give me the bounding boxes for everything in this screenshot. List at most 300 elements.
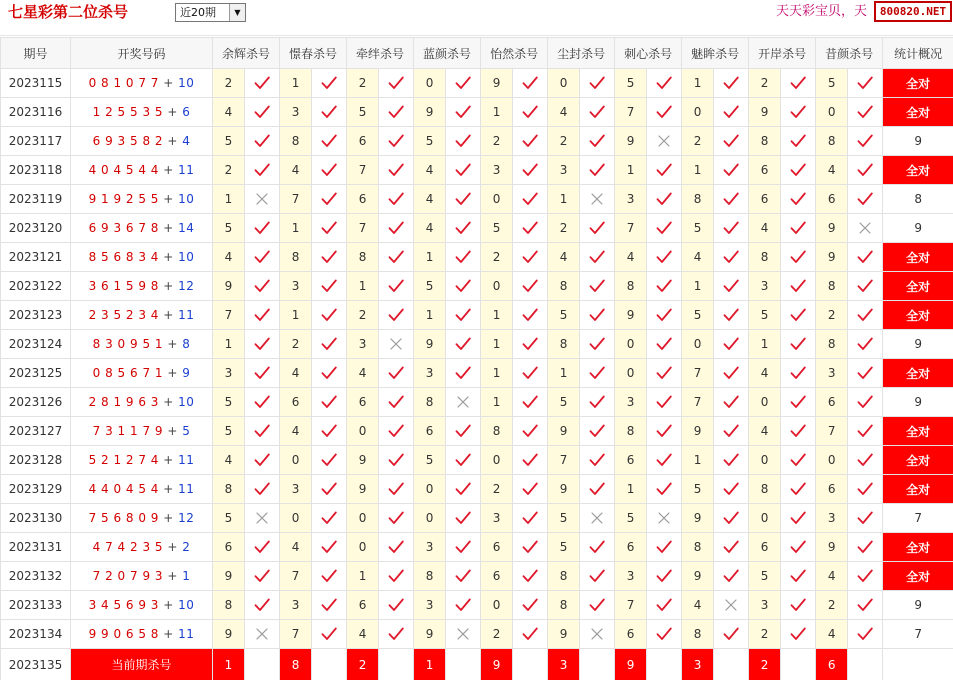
draw-numbers (71, 156, 213, 185)
hit-mark (848, 388, 883, 417)
draw-plus-sign: + (158, 395, 179, 409)
draw-numbers (71, 417, 213, 446)
kill-number: 6 (615, 533, 647, 562)
issue-number: 2023124 (1, 330, 71, 359)
all-correct-badge: 全对 (906, 163, 931, 178)
kill-number: 3 (280, 591, 312, 620)
kill-number: 8 (615, 417, 647, 446)
hit-mark (848, 417, 883, 446)
hit-mark (714, 562, 749, 591)
kill-number: 8 (749, 475, 781, 504)
check-icon (723, 568, 739, 584)
check-icon (656, 626, 672, 642)
hit-mark (245, 330, 280, 359)
hit-mark (245, 533, 280, 562)
check-icon (790, 162, 806, 178)
kill-number: 8 (749, 127, 781, 156)
col-header-expert: 刺心杀号 (615, 38, 682, 69)
hit-mark (513, 591, 548, 620)
kill-number: 9 (749, 98, 781, 127)
check-icon (723, 278, 739, 294)
check-icon (388, 220, 404, 236)
kill-number: 8 (548, 562, 580, 591)
check-icon (455, 220, 471, 236)
hit-mark (513, 243, 548, 272)
check-icon (790, 307, 806, 323)
hit-mark (647, 156, 682, 185)
draw-numbers (71, 301, 213, 330)
check-icon (522, 510, 538, 526)
kill-number: 5 (749, 562, 781, 591)
draw-special-number: 11 (178, 627, 195, 641)
draw-numbers (71, 272, 213, 301)
check-icon (254, 452, 270, 468)
period-select-value: 近20期 (180, 6, 216, 19)
check-icon (254, 75, 270, 91)
kill-number: 2 (280, 330, 312, 359)
empty-cell (245, 649, 280, 680)
summary-cell (883, 243, 953, 272)
draw-plus-sign: + (158, 482, 179, 496)
hit-mark (647, 272, 682, 301)
check-icon (723, 336, 739, 352)
cross-icon (455, 394, 471, 410)
miss-mark (446, 388, 481, 417)
check-icon (388, 626, 404, 642)
hit-mark (714, 69, 749, 98)
hit-mark (245, 562, 280, 591)
hit-mark (714, 533, 749, 562)
site-badge[interactable]: 800820.NET (874, 1, 952, 22)
check-icon (455, 423, 471, 439)
kill-number: 7 (615, 214, 647, 243)
kill-number: 5 (548, 504, 580, 533)
current-kill-number: 6 (816, 649, 848, 680)
check-icon (455, 162, 471, 178)
kill-number: 8 (682, 533, 714, 562)
kill-number: 8 (548, 330, 580, 359)
kill-number: 1 (414, 301, 446, 330)
check-icon (254, 597, 270, 613)
hit-mark (781, 330, 816, 359)
kill-number: 5 (213, 504, 245, 533)
draw-special-number: 12 (178, 511, 195, 525)
hit-mark (446, 417, 481, 446)
kill-number: 0 (481, 185, 513, 214)
hit-mark (513, 156, 548, 185)
hit-mark (647, 243, 682, 272)
kill-number: 2 (481, 127, 513, 156)
hit-mark (848, 359, 883, 388)
draw-plus-sign: + (163, 337, 183, 351)
hit-mark (446, 359, 481, 388)
check-icon (857, 626, 873, 642)
hit-mark (513, 127, 548, 156)
kill-number: 3 (615, 185, 647, 214)
kill-number: 4 (414, 214, 446, 243)
kill-number: 4 (682, 591, 714, 620)
check-icon (656, 191, 672, 207)
hit-mark (312, 591, 347, 620)
all-correct-badge: 全对 (906, 540, 931, 555)
check-icon (321, 220, 337, 236)
kill-number: 4 (347, 620, 379, 649)
hit-mark (714, 388, 749, 417)
hit-mark (312, 533, 347, 562)
hit-mark (312, 214, 347, 243)
issue-number: 2023117 (1, 127, 71, 156)
check-icon (790, 133, 806, 149)
hit-mark (379, 127, 414, 156)
check-icon (790, 481, 806, 497)
check-icon (723, 510, 739, 526)
issue-number: 2023118 (1, 156, 71, 185)
check-icon (321, 539, 337, 555)
check-icon (321, 249, 337, 265)
draw-numbers (71, 359, 213, 388)
draw-plus-sign: + (158, 221, 179, 235)
current-period-row (1, 649, 953, 680)
check-icon (522, 75, 538, 91)
hit-mark (781, 301, 816, 330)
check-icon (254, 336, 270, 352)
check-icon (723, 452, 739, 468)
kill-number: 2 (481, 475, 513, 504)
kill-number: 9 (347, 446, 379, 475)
check-icon (321, 510, 337, 526)
correct-count: 9 (914, 221, 922, 235)
check-icon (790, 191, 806, 207)
kill-number: 6 (481, 562, 513, 591)
hit-mark (714, 504, 749, 533)
hit-mark (446, 127, 481, 156)
check-icon (857, 133, 873, 149)
kill-number: 6 (347, 591, 379, 620)
draw-special-number: 11 (178, 308, 195, 322)
check-icon (857, 597, 873, 613)
marquee-text[interactable]: 天天彩宝贝，天 (776, 4, 868, 19)
check-icon (589, 104, 605, 120)
correct-count: 7 (914, 511, 922, 525)
check-icon (455, 307, 471, 323)
check-icon (656, 539, 672, 555)
kill-number: 4 (548, 243, 580, 272)
kill-number: 3 (414, 359, 446, 388)
kill-number: 5 (213, 388, 245, 417)
kill-number: 7 (682, 388, 714, 417)
table-row (1, 214, 953, 243)
check-icon (857, 365, 873, 381)
check-icon (589, 481, 605, 497)
check-icon (857, 481, 873, 497)
col-header-expert: 开岸杀号 (749, 38, 816, 69)
draw-main-numbers: 8 5 6 8 3 4 (88, 250, 159, 264)
kill-number: 3 (481, 156, 513, 185)
kill-number: 3 (347, 330, 379, 359)
draw-plus-sign: + (163, 424, 183, 438)
kill-number: 4 (548, 98, 580, 127)
check-icon (254, 162, 270, 178)
kill-number: 0 (816, 446, 848, 475)
hit-mark (312, 562, 347, 591)
current-kill-label: 当前期杀号 (71, 649, 213, 680)
kill-number: 4 (280, 417, 312, 446)
kill-number: 8 (481, 417, 513, 446)
summary-cell (883, 504, 953, 533)
kill-number: 4 (213, 243, 245, 272)
hit-mark (245, 69, 280, 98)
miss-mark (580, 620, 615, 649)
miss-mark (245, 504, 280, 533)
hit-mark (848, 446, 883, 475)
hit-mark (848, 156, 883, 185)
hit-mark (781, 562, 816, 591)
hit-mark (714, 301, 749, 330)
kill-number: 0 (347, 504, 379, 533)
hit-mark (513, 620, 548, 649)
check-icon (254, 365, 270, 381)
miss-mark (714, 591, 749, 620)
check-icon (857, 539, 873, 555)
check-icon (254, 104, 270, 120)
kill-number: 5 (615, 69, 647, 98)
hit-mark (379, 388, 414, 417)
draw-special-number: 4 (182, 134, 191, 148)
hit-mark (312, 446, 347, 475)
hit-mark (446, 98, 481, 127)
issue-number: 2023126 (1, 388, 71, 417)
draw-numbers (71, 533, 213, 562)
draw-numbers (71, 214, 213, 243)
kill-number: 6 (615, 620, 647, 649)
check-icon (455, 75, 471, 91)
check-icon (656, 162, 672, 178)
kill-number: 5 (749, 301, 781, 330)
check-icon (455, 539, 471, 555)
hit-mark (379, 156, 414, 185)
check-icon (455, 568, 471, 584)
kill-number: 1 (481, 301, 513, 330)
kill-number: 2 (347, 301, 379, 330)
check-icon (522, 104, 538, 120)
cross-icon (455, 626, 471, 642)
table-row (1, 185, 953, 214)
kill-number: 8 (213, 591, 245, 620)
hit-mark (312, 301, 347, 330)
check-icon (790, 365, 806, 381)
kill-number: 1 (481, 359, 513, 388)
kill-number: 3 (280, 272, 312, 301)
hit-mark (379, 243, 414, 272)
hit-mark (647, 98, 682, 127)
kill-number: 2 (213, 156, 245, 185)
chevron-down-icon[interactable]: ▼ (229, 4, 245, 21)
check-icon (790, 278, 806, 294)
kill-number: 3 (749, 591, 781, 620)
all-correct-badge: 全对 (906, 453, 931, 468)
hit-mark (312, 156, 347, 185)
summary-cell (883, 156, 953, 185)
col-header-issue: 期号 (1, 38, 71, 69)
hit-mark (647, 359, 682, 388)
check-icon (522, 336, 538, 352)
hit-mark (848, 562, 883, 591)
hit-mark (714, 156, 749, 185)
miss-mark (379, 330, 414, 359)
hit-mark (647, 562, 682, 591)
hit-mark (580, 446, 615, 475)
check-icon (321, 307, 337, 323)
issue-number: 2023123 (1, 301, 71, 330)
check-icon (522, 597, 538, 613)
hit-mark (379, 591, 414, 620)
check-icon (790, 452, 806, 468)
hit-mark (446, 330, 481, 359)
check-icon (589, 336, 605, 352)
kill-number: 9 (682, 417, 714, 446)
hit-mark (580, 591, 615, 620)
hit-mark (312, 127, 347, 156)
table-row (1, 475, 953, 504)
check-icon (522, 133, 538, 149)
hit-mark (446, 533, 481, 562)
check-icon (790, 394, 806, 410)
kill-number: 8 (615, 272, 647, 301)
kill-number: 2 (481, 243, 513, 272)
check-icon (522, 626, 538, 642)
draw-plus-sign: + (158, 598, 179, 612)
kill-number: 6 (213, 533, 245, 562)
hit-mark (714, 330, 749, 359)
draw-main-numbers: 1 2 5 5 3 5 (92, 105, 164, 119)
hit-mark (848, 272, 883, 301)
hit-mark (245, 127, 280, 156)
cross-icon (254, 626, 270, 642)
table-row (1, 156, 953, 185)
draw-main-numbers: 6 9 3 5 8 2 (92, 134, 164, 148)
hit-mark (647, 214, 682, 243)
check-icon (321, 452, 337, 468)
kill-number: 4 (816, 156, 848, 185)
check-icon (455, 133, 471, 149)
kill-number: 1 (414, 243, 446, 272)
hit-mark (580, 98, 615, 127)
hit-mark (446, 243, 481, 272)
check-icon (522, 365, 538, 381)
col-header-expert: 尘封杀号 (548, 38, 615, 69)
kill-number: 9 (414, 620, 446, 649)
issue-number: 2023115 (1, 69, 71, 98)
kill-number: 0 (481, 272, 513, 301)
check-icon (522, 452, 538, 468)
kill-number: 6 (481, 533, 513, 562)
hit-mark (714, 417, 749, 446)
empty-cell (848, 649, 883, 680)
hit-mark (580, 69, 615, 98)
draw-special-number: 10 (178, 76, 195, 90)
empty-cell (513, 649, 548, 680)
check-icon (455, 365, 471, 381)
check-icon (388, 394, 404, 410)
hit-mark (446, 156, 481, 185)
check-icon (857, 104, 873, 120)
kill-number: 8 (280, 127, 312, 156)
check-icon (522, 568, 538, 584)
kill-number: 0 (481, 446, 513, 475)
draw-main-numbers: 4 4 0 4 5 4 (88, 482, 159, 496)
draw-special-number: 8 (182, 337, 191, 351)
check-icon (723, 191, 739, 207)
hit-mark (312, 272, 347, 301)
kill-number: 5 (682, 301, 714, 330)
check-icon (522, 220, 538, 236)
kill-number: 3 (615, 562, 647, 591)
issue-number: 2023134 (1, 620, 71, 649)
kill-number: 0 (816, 98, 848, 127)
draw-plus-sign: + (158, 279, 179, 293)
draw-special-number: 6 (182, 105, 191, 119)
hit-mark (580, 388, 615, 417)
draw-plus-sign: + (158, 308, 179, 322)
hit-mark (781, 272, 816, 301)
kill-number: 3 (749, 272, 781, 301)
kill-number: 0 (280, 504, 312, 533)
check-icon (857, 162, 873, 178)
cross-icon (589, 510, 605, 526)
check-icon (857, 452, 873, 468)
check-icon (321, 568, 337, 584)
all-correct-badge: 全对 (906, 250, 931, 265)
kill-number: 5 (682, 214, 714, 243)
kill-number: 2 (749, 620, 781, 649)
issue-number: 2023119 (1, 185, 71, 214)
check-icon (522, 481, 538, 497)
kill-number: 9 (548, 475, 580, 504)
period-select[interactable] (175, 3, 246, 22)
hit-mark (848, 243, 883, 272)
check-icon (388, 510, 404, 526)
draw-main-numbers: 9 9 0 6 5 8 (88, 627, 159, 641)
kill-number: 8 (414, 388, 446, 417)
draw-main-numbers: 0 8 5 6 7 1 (92, 366, 164, 380)
hit-mark (781, 359, 816, 388)
kill-number: 7 (816, 417, 848, 446)
check-icon (723, 626, 739, 642)
check-icon (388, 307, 404, 323)
summary-cell (883, 533, 953, 562)
check-icon (254, 220, 270, 236)
hit-mark (580, 243, 615, 272)
hit-mark (446, 591, 481, 620)
draw-plus-sign: + (163, 569, 183, 583)
check-icon (790, 539, 806, 555)
hit-mark (714, 620, 749, 649)
check-icon (790, 423, 806, 439)
hit-mark (647, 388, 682, 417)
check-icon (723, 104, 739, 120)
hit-mark (312, 359, 347, 388)
check-icon (656, 597, 672, 613)
hit-mark (580, 272, 615, 301)
kill-number: 1 (280, 69, 312, 98)
miss-mark (580, 185, 615, 214)
top-bar (0, 0, 953, 36)
check-icon (589, 278, 605, 294)
draw-plus-sign: + (158, 76, 179, 90)
check-icon (656, 394, 672, 410)
miss-mark (647, 504, 682, 533)
table-row (1, 533, 953, 562)
